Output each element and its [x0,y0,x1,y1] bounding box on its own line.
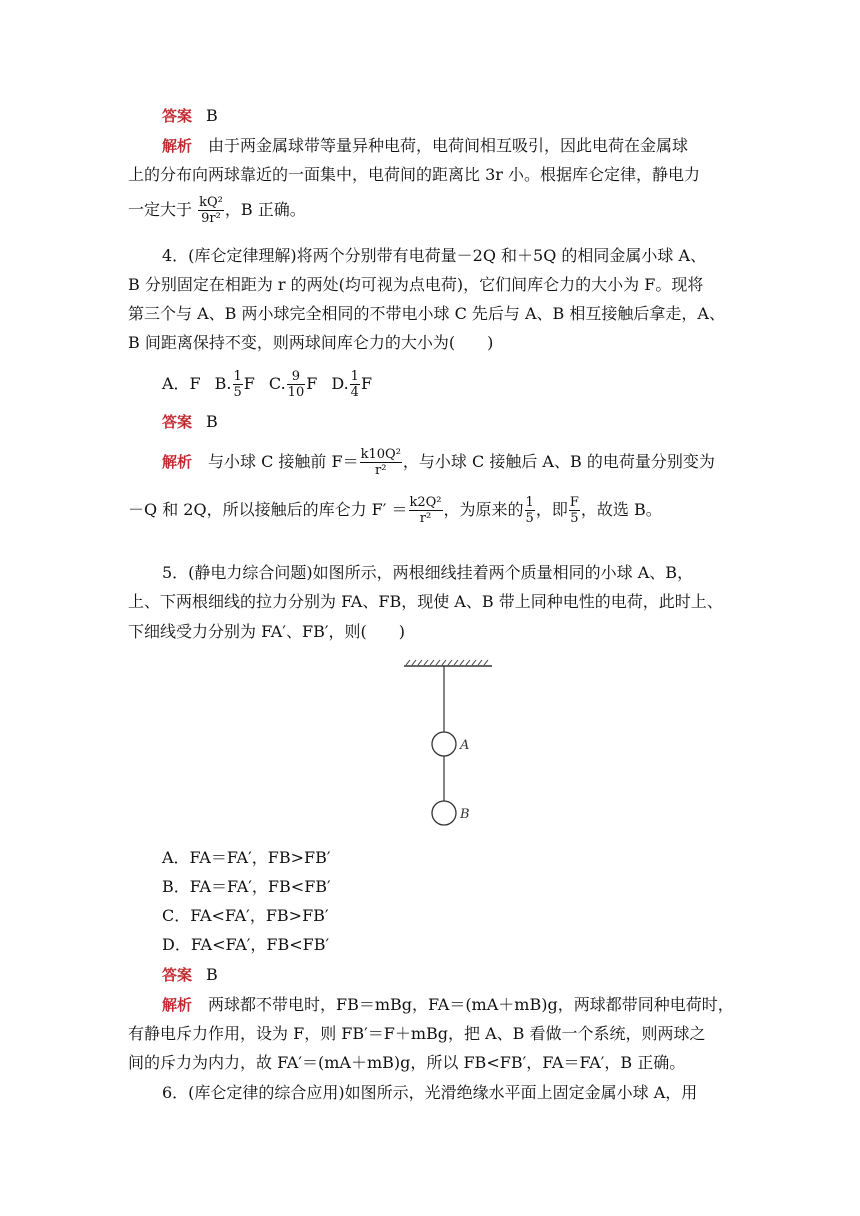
ball-b [432,801,456,825]
q4-stem-line-2: B 分别固定在相距为 r 的两处(均可视为点电荷)，它们间库仑力的大小为 F。现将 [128,275,704,294]
q3-analysis-line-2: 上的分布向两球靠近的一面集中，电荷间的距离比 3r 小。根据库仑定律，静电力 [128,165,701,184]
q5-option-b: B．FA＝FA′，FB<FB′ [162,877,331,896]
q5-stem-line-1: 5．(静电力综合问题)如图所示，两根细线挂着两个质量相同的小球 A、B， [162,563,694,582]
answer-label: 答案 [162,413,193,431]
q3-analysis-line-1: 解析 由于两金属球带等量异种电荷，电荷间相互吸引，因此电荷在金属球 [162,136,689,155]
analysis-label: 解析 [162,453,193,471]
q4-analysis-line-2: －Q 和 2Q，所以接触后的库仑力 F′ ＝ $\frac{\text{k2Q²}}{\text{r²}}$ ，为原来的 $\frac{1}{5}$ ，即 $\frac{F}{5}$ ，故选 B。 [128,495,662,526]
q5-figure [400,656,500,834]
q5-option-d: D．FA<FA′，FB<FB′ [162,935,330,954]
q4-stem-line-4: B 间距离保持不变，则两球间库仑力的大小为( ) [128,333,494,352]
q4-answer: B [206,412,218,431]
analysis-label: 解析 [162,996,193,1014]
ball-a [432,732,456,756]
q3-answer: B [206,106,218,125]
answer-label: 答案 [162,966,193,984]
q5-option-c: C．FA<FA′，FB>FB′ [162,906,329,925]
q5-analysis-line-2: 有静电斥力作用，设为 F，则 FB′＝F＋mBg，把 A、B 看做一个系统，则两球之 [128,1024,706,1043]
q4-analysis-line-1: 解析 与小球 C 接触前 F＝ $\frac{\text{k10Q²}}{\text{r²}}$ ，与小球 C 接触后 A、B 的电荷量分别变为 [162,447,715,478]
q4-option-d: D. $\frac{1}{4}$ F [331,369,373,400]
q4-answer-line [162,410,772,434]
q4-option-b: B. $\frac{1}{5}$ F [214,369,255,400]
q3-fraction: $\frac{\text{kQ²}}{\text{9r²}}$ [199,195,223,226]
q4-stem-line-1: 4．(库仑定律理解)将两个分别带有电荷量－2Q 和＋5Q 的相同金属小球 A、 [162,246,707,265]
q5-analysis-line-1: 解析 两球都不带电时，FB＝mBg，FA＝(mA＋mB)g，两球都带同种电荷时， [162,995,734,1014]
ball-b-label: B [460,807,470,822]
hanging-balls-diagram [400,656,500,834]
q4-option-a: A．F [162,374,201,393]
q4-option-c: C. $\frac{9}{10}$ F [268,369,318,400]
answer-label: 答案 [162,107,193,125]
q5-stem-line-2: 上、下两根细线的拉力分别为 FA、FB，现使 A、B 带上同种电性的电荷，此时上、 [128,592,723,611]
q3-answer-line [162,104,772,128]
ceiling-hatch [404,660,492,666]
q5-analysis-line-3: 间的斥力为内力，故 FA′＝(mA＋mB)g，所以 FB<FB′，FA＝FA′，B 正确。 [128,1053,686,1072]
q4-stem-line-3: 第三个与 A、B 两小球完全相同的不带电小球 C 先后与 A、B 相互接触后拿走，A、 [128,304,725,323]
q5-option-a: A．FA＝FA′，FB>FB′ [162,848,331,867]
q6-stem-line-1: 6．(库仑定律的综合应用)如图所示，光滑绝缘水平面上固定金属小球 A，用 [162,1083,698,1102]
analysis-label: 解析 [162,137,193,155]
q5-answer-line [162,963,772,987]
q3-analysis-line-3: 一定大于 $\frac{\text{kQ²}}{\text{9r²}}$ ，B 正确。 [128,195,306,226]
q5-stem-line-3: 下细线受力分别为 FA′、FB′，则( ) [128,622,405,641]
q5-answer: B [206,965,218,984]
q4-options [162,370,772,399]
ball-a-label: A [460,738,470,753]
